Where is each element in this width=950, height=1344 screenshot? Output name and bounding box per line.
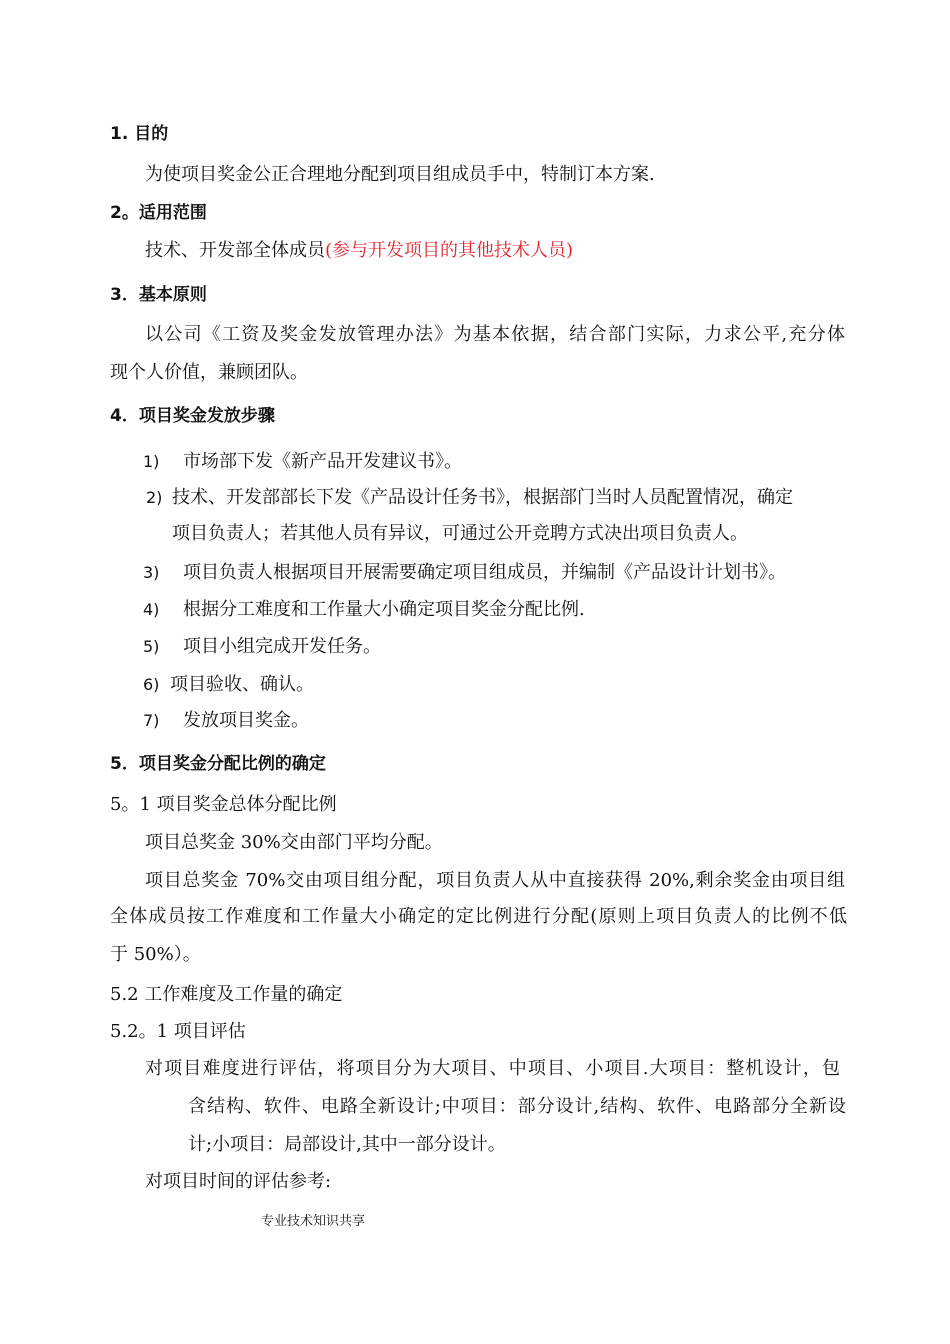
section-3-body-line-1: 以公司《工资及奖金发放管理办法》为基本依据，结合部门实际，力求公平,充分体 — [145, 324, 845, 345]
step-text: 根据分工难度和工作量大小确定项目奖金分配比例. — [183, 599, 585, 620]
section-2-body — [145, 239, 573, 263]
step-text: 项目验收、确认。 — [170, 674, 314, 695]
paragraph-5-2-1-line-1: 对项目难度进行评估，将项目分为大项目、中项目、小项目.大项目：整机设计，包 — [145, 1058, 840, 1079]
section-1-body: 为使项目奖金公正合理地分配到项目组成员手中，特制订本方案. — [145, 164, 655, 185]
section-3-body-line-2: 现个人价值，兼顾团队。 — [110, 362, 308, 383]
section-2-heading: 2。适用范围 — [110, 203, 207, 223]
section-3-heading: 3．基本原则 — [110, 285, 207, 305]
step-number: 6) — [143, 675, 160, 694]
section-2-body-main: 技术、开发部全体成员 — [145, 240, 325, 261]
step-number: 4) — [143, 600, 160, 619]
step-text-continued: 项目负责人；若其他人员有异议，可通过公开竞聘方式决出项目负责人。 — [172, 523, 748, 544]
step-number: 2) — [146, 488, 163, 507]
paragraph-5-2-1-time: 对项目时间的评估参考: — [145, 1171, 332, 1192]
paragraph-5-1-b-line-3: 于 50%）。 — [110, 944, 201, 965]
section-5-heading: 5．项目奖金分配比例的确定 — [110, 754, 326, 774]
step-text: 技术、开发部部长下发《产品设计任务书》，根据部门当时人员配置情况，确定 — [172, 487, 793, 508]
paragraph-5-1-b-line-1: 项目总奖金 70%交由项目组分配，项目负责人从中直接获得 20%,剩余奖金由项目组 — [145, 870, 845, 891]
step-text: 项目小组完成开发任务。 — [183, 636, 381, 657]
step-number: 3) — [143, 563, 160, 582]
step-text: 市场部下发《新产品开发建议书》。 — [183, 451, 462, 472]
paragraph-5-2-1-line-2: 含结构、软件、电路全新设计;中项目：部分设计,结构、软件、电路部分全新设 — [188, 1096, 846, 1117]
subsection-5-2-1-heading: 5.2。1 项目评估 — [110, 1021, 246, 1042]
subsection-5-2-heading: 5.2 工作难度及工作量的确定 — [110, 984, 343, 1005]
page-footer: 专业技术知识共享 — [261, 1214, 366, 1229]
paragraph-5-1-a: 项目总奖金 30%交由部门平均分配。 — [145, 832, 443, 853]
section-2-body-note: (参与开发项目的其他技术人员) — [325, 240, 574, 261]
step-number: 1) — [143, 452, 160, 471]
subsection-5-1-heading: 5。1 项目奖金总体分配比例 — [110, 794, 337, 815]
paragraph-5-1-b-line-2: 全体成员按工作难度和工作量大小确定的定比例进行分配(原则上项目负责人的比例不低 — [110, 906, 847, 927]
step-number: 5) — [143, 637, 160, 656]
paragraph-5-2-1-line-3: 计;小项目：局部设计,其中一部分设计。 — [188, 1134, 506, 1155]
step-number: 7) — [143, 711, 160, 730]
section-1-heading: 1. 目的 — [110, 124, 169, 144]
section-4-heading: 4．项目奖金发放步骤 — [110, 406, 275, 426]
step-text: 发放项目奖金。 — [183, 710, 309, 731]
step-text: 项目负责人根据项目开展需要确定项目组成员，并编制《产品设计计划书》。 — [183, 562, 786, 583]
